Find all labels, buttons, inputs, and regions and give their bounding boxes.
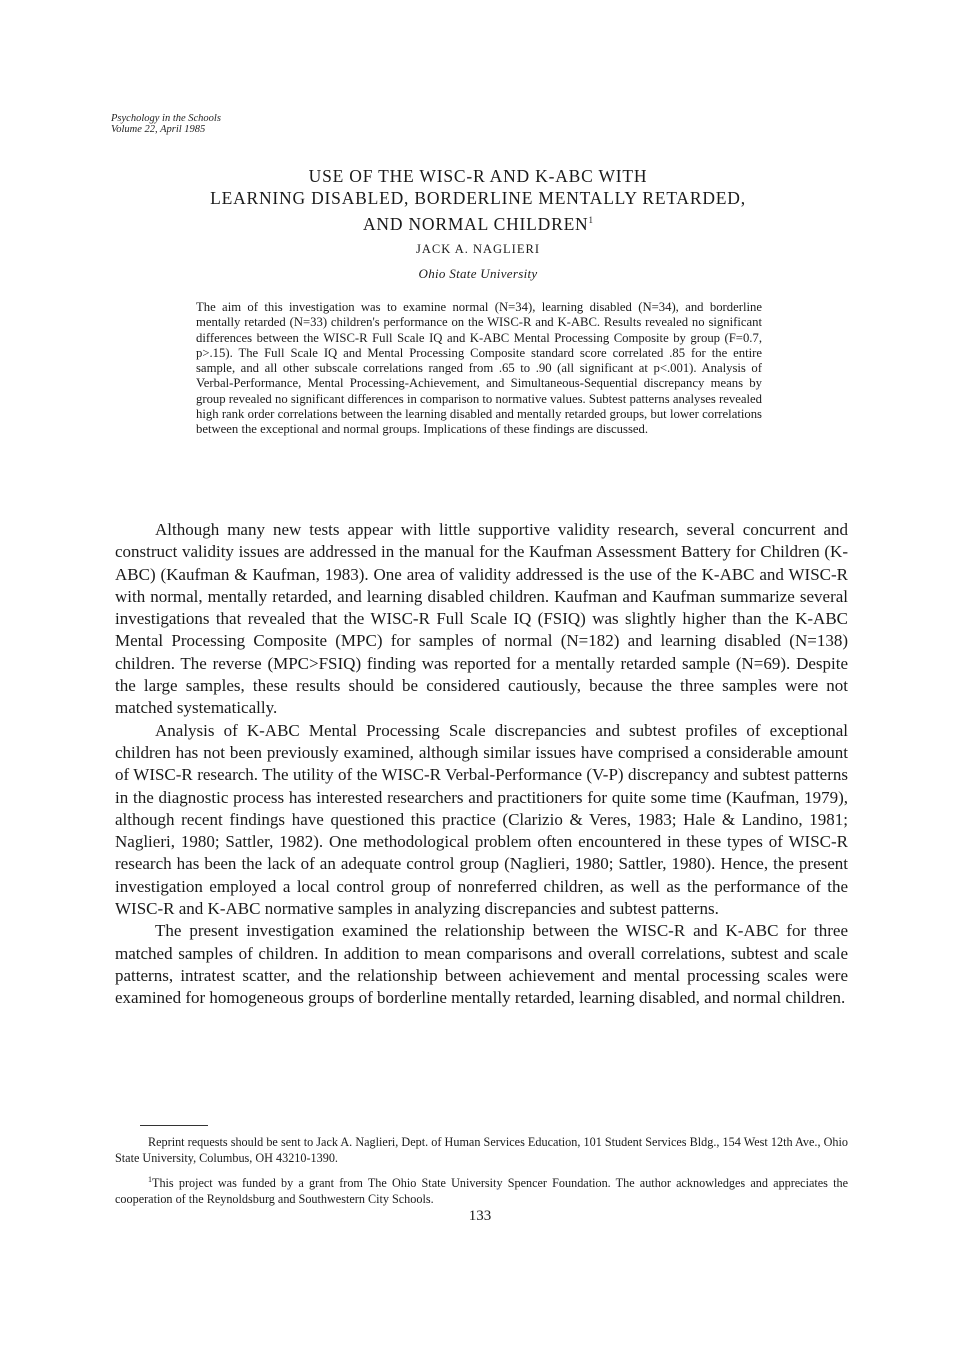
title-line-2: LEARNING DISABLED, BORDERLINE MENTALLY RETARDED,	[210, 188, 746, 208]
footnotes	[115, 1135, 848, 1207]
body-paragraph-3: The present investigation examined the relationship between the WISC-R and K-ABC for three matched samples of children. In addition to mean comparisons and overall correlations, subtest and scale patterns, intratest scatter, and the relationship between achievement and mental processing scales were examined for homogeneous groups of borderline mentally retarded, learning disabled, and normal children.	[115, 921, 848, 1008]
title-line-3-text: AND NORMAL CHILDREN	[362, 213, 589, 234]
author-affiliation: Ohio State University	[418, 266, 538, 281]
footnote-funding-mark: 1	[148, 1175, 152, 1184]
footnote-funding-text: This project was funded by a grant from The Ohio State University Spencer Foundation. The author acknowledges and appreciates the cooperation of the Reynoldsburg and Southwestern City Schools.	[115, 1176, 848, 1206]
body-text	[115, 519, 848, 1010]
title-line-1: USE OF THE WISC-R AND K-ABC WITH	[308, 166, 648, 186]
footnote-funding	[115, 1172, 848, 1207]
body-paragraph-2: Analysis of K-ABC Mental Processing Scale discrepancies and subtest profiles of exceptional children has not been previously examined, although similar issues have comprised a considerable amount of WISC-R research. The utility of the WISC-R Verbal-Performance (V-P) discrepancy and subtest patterns in the diagnostic process has interested researchers and practitioners for quite some time (Kaufman, 1979), although recent findings have questioned this practice (Clarizio & Veres, 1983; Hale & Landino, 1981; Naglieri, 1980; Sattler, 1982). One methodological problem often encountered in these types of WISC-R research has been the lack of an adequate control group (Naglieri, 1980; Sattler, 1980). Hence, the present investigation employed a local control group of nonreferred children, as well as the performance of the WISC-R and K-ABC normative samples in analyzing discrepancies and subtest patterns.	[115, 720, 848, 919]
journal-header	[111, 113, 221, 135]
author-name: JACK A. NAGLIERI	[416, 242, 540, 256]
article-title	[120, 165, 836, 235]
abstract: The aim of this investigation was to examine normal (N=34), learning disabled (N=34), and borderline mentally retarded (N=33) children's performance on the WISC-R and K-ABC. Results revealed no significant differences between the WISC-R Full Scale IQ and K-ABC Mental Processing Composite by group (F=0.7, p>.15). The Full Scale IQ and Mental Processing Composite standard score correlated .85 for the entire sample, and all other subscale correlations ranged from .65 to .90 (all significant at p<.001). Analysis of Verbal-Performance, Mental Processing-Achievement, and Simultaneous-Sequential discrepancy means by group revealed no significant differences in comparison to normative values. Subtest patterns analyses revealed high rank order correlations between the learning disabled and mentally retarded groups, but lower correlations between the exceptional and normal groups. Implications of these findings are discussed.	[196, 300, 762, 437]
title-footnote-mark: 1	[588, 215, 594, 225]
title-line-3	[120, 209, 836, 235]
page-number: 133	[468, 1208, 492, 1224]
journal-volume: Volume 22, April 1985	[111, 124, 206, 135]
footnote-reprint: Reprint requests should be sent to Jack A. Naglieri, Dept. of Human Services Education, 101 Student Services Bldg., 154 West 12th Ave., Ohio State University, Columbus, OH 43210-1390.	[115, 1135, 848, 1165]
footnote-divider	[140, 1125, 208, 1126]
body-paragraph-1: Although many new tests appear with little supportive validity research, several concurrent and construct validity issues are addressed in the manual for the Kaufman Assessment Battery for Children (K-ABC) (Kaufman & Kaufman, 1983). One area of validity addressed is the use of the K-ABC and WISC-R with normal, mentally retarded, and learning disabled children. Kaufman and Kaufman summarize several investigations that revealed that the WISC-R Full Scale IQ (FSIQ) was slightly higher than the K-ABC Mental Processing Composite (MPC) for samples of normal (N=182) and learning disabled (N=138) children. The reverse (MPC>FSIQ) finding was reported for a mentally retarded sample (N=69). Despite the large samples, these results should be considered cautiously, because the three samples were not matched systematically.	[115, 520, 848, 718]
journal-name: Psychology in the Schools	[111, 113, 221, 124]
